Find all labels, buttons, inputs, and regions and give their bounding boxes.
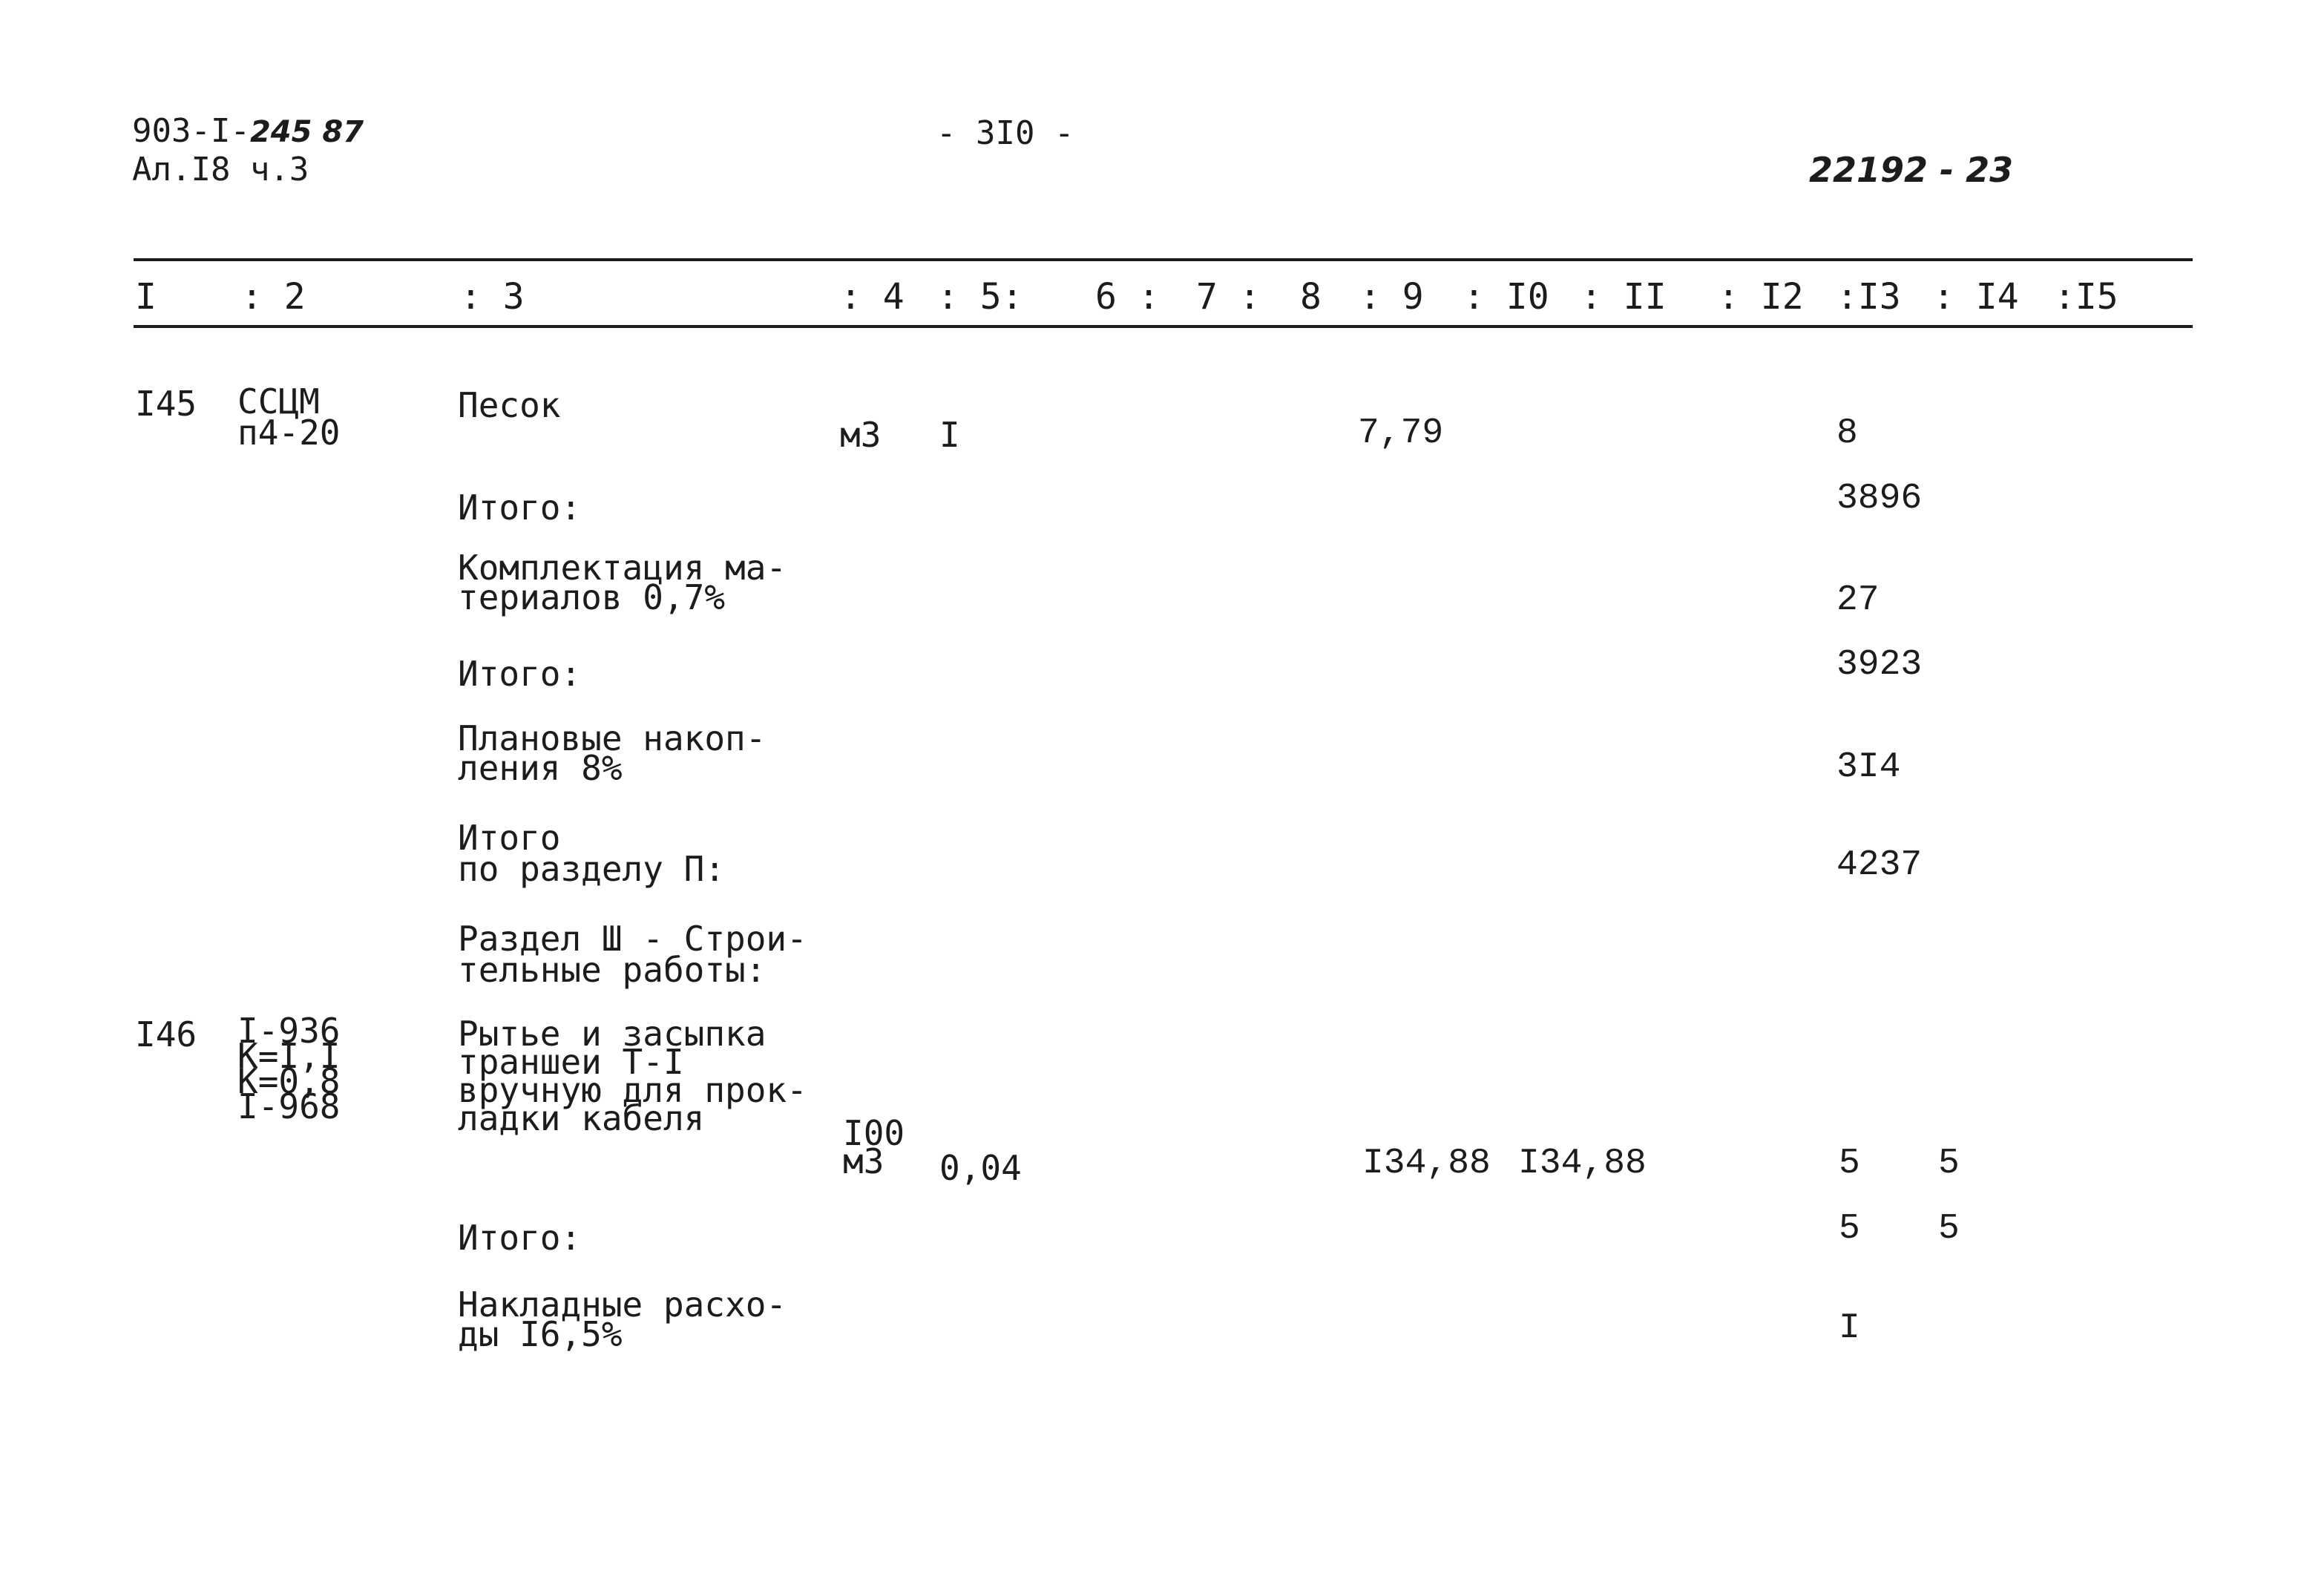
- table-header-rule: [134, 325, 2193, 328]
- row-section-total-name: Итого по разделу П:: [458, 818, 726, 889]
- row-subtotal-3-total: 5: [1839, 1209, 1860, 1249]
- column-header-1: I: [135, 276, 157, 318]
- document-code-printed: 903-I-: [132, 112, 250, 150]
- handwritten-reference: 22192 - 23: [1809, 150, 2014, 190]
- row-145-name: Песок: [458, 385, 561, 425]
- column-header-13: :I3: [1836, 276, 1901, 318]
- column-header-5: : 5:: [937, 276, 1023, 318]
- row-145-total: 8: [1836, 413, 1858, 453]
- row-146-name: Рытье и засыпка траншеи Т-I вручную для прок- ладки кабеля: [458, 1014, 807, 1138]
- row-overhead-name: Накладные расхо- ды I6,5%: [458, 1284, 787, 1354]
- row-145-unit: м3: [840, 415, 882, 455]
- row-146-unit: I00 м3: [843, 1113, 905, 1181]
- column-header-12: : I2: [1718, 276, 1804, 318]
- row-section-total-total: 4237: [1836, 845, 1923, 885]
- column-header-10: : I0: [1463, 276, 1549, 318]
- row-subtotal-3-total-secondary: 5: [1938, 1209, 1960, 1249]
- row-planned-savings-total: 3I4: [1836, 747, 1901, 787]
- column-header-7: 7 :: [1196, 276, 1261, 318]
- column-header-15: :I5: [2054, 276, 2118, 318]
- document-code: [132, 113, 364, 151]
- row-146-price: I34,88: [1362, 1144, 1491, 1184]
- column-header-2: : 2: [241, 276, 306, 318]
- row-146-price-total: I34,88: [1518, 1144, 1647, 1184]
- row-materials-name: Комплектация ма- териалов 0,7%: [458, 548, 787, 617]
- table-top-rule: [134, 258, 2193, 261]
- row-subtotal-2-total: 3923: [1836, 645, 1923, 685]
- row-145-price: 7,79: [1358, 413, 1444, 453]
- row-materials-total: 27: [1836, 580, 1880, 620]
- row-subtotal-1-name: Итого:: [458, 488, 582, 528]
- row-145-quantity: I: [939, 415, 960, 455]
- column-header-14: : I4: [1933, 276, 2019, 318]
- column-header-11: : II: [1580, 276, 1667, 318]
- row-subtotal-1-total: 3896: [1836, 479, 1923, 519]
- sheet-reference: Ал.I8 ч.3: [132, 151, 309, 188]
- column-header-8: 8: [1300, 276, 1322, 318]
- row-146-code: I-936 К=I,I К=0,8 I-968: [237, 1011, 341, 1126]
- row-146-total-secondary: 5: [1938, 1144, 1960, 1184]
- row-planned-savings-name: Плановые накоп- ления 8%: [458, 718, 767, 788]
- row-146-quantity: 0,04: [939, 1148, 1022, 1188]
- document-code-handwritten: 245 87: [249, 115, 364, 149]
- column-header-6: 6 :: [1095, 276, 1160, 318]
- row-subtotal-3-name: Итого:: [458, 1218, 582, 1258]
- row-145-number: I45: [135, 384, 197, 424]
- column-header-3: : 3: [460, 276, 525, 318]
- row-subtotal-2-name: Итого:: [458, 654, 582, 694]
- row-section-3-heading: Раздел Ш - Строи- тельные работы:: [458, 919, 807, 990]
- row-146-total: 5: [1839, 1144, 1860, 1184]
- row-145-code: ССЦМ п4-20: [237, 381, 341, 453]
- page-number: - 3I0 -: [936, 114, 1074, 152]
- column-header-4: : 4: [840, 276, 905, 318]
- row-146-number: I46: [135, 1014, 197, 1054]
- column-header-9: : 9: [1359, 276, 1424, 318]
- row-overhead-total: I: [1839, 1308, 1860, 1348]
